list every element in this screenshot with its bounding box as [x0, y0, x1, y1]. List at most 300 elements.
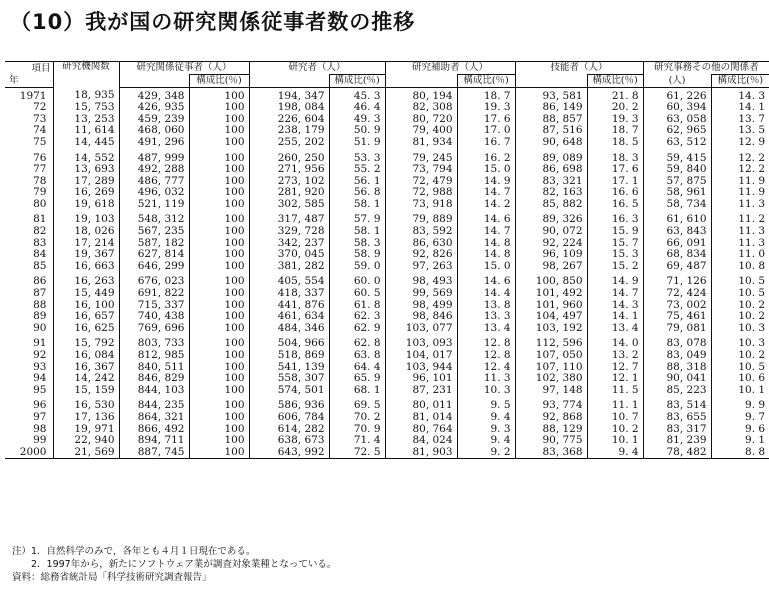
cell-year: 73 [5, 113, 53, 125]
cell-office-ratio: 10. 2 [711, 349, 769, 361]
cell-year: 76 [5, 148, 53, 164]
cell-year: 83 [5, 237, 53, 249]
cell-researchers: 558, 307 [249, 373, 329, 385]
cell-workers: 864, 321 [137, 410, 185, 423]
cell-technicians: 89, 326 [515, 210, 587, 226]
cell-researchers-ratio: 65. 9 [329, 373, 385, 385]
cell-assistants-ratio: 14. 8 [457, 249, 515, 261]
cell-institutions: 14, 242 [53, 373, 119, 385]
cell-assistants-ratio: 14. 6 [457, 272, 515, 288]
cell-year: 97 [5, 411, 53, 423]
cell-researchers: 405, 554 [249, 272, 329, 288]
cell-assistants: 92, 826 [385, 249, 457, 261]
cell-office: 63, 058 [643, 113, 711, 125]
header-assistants-blank [385, 75, 457, 88]
cell-researchers-ratio: 69. 5 [329, 396, 385, 412]
table-row [5, 349, 769, 361]
cell-office-ratio: 10. 1 [711, 384, 769, 396]
cell-workers-ratio: 100 [189, 249, 249, 261]
cell-assistants: 80, 720 [385, 113, 457, 125]
cell-office-ratio: 9. 9 [711, 396, 769, 412]
cell-researchers: 302, 585 [249, 198, 329, 210]
table-row [5, 113, 769, 125]
cell-researchers-ratio: 60. 0 [329, 272, 385, 288]
cell-researchers-ratio: 63. 8 [329, 349, 385, 361]
cell-office-ratio: 12. 2 [711, 148, 769, 164]
cell-year: 92 [5, 349, 53, 361]
cell-office-ratio: 9. 6 [711, 423, 769, 435]
cell-assistants-ratio: 14. 8 [457, 237, 515, 249]
cell-technicians: 104, 497 [515, 311, 587, 323]
table-row [5, 435, 769, 447]
cell-technicians-ratio: 13. 2 [587, 349, 643, 361]
cell-researchers: 504, 966 [249, 334, 329, 350]
cell-assistants-ratio: 16. 7 [457, 136, 515, 148]
cell-workers: 587, 182 [137, 236, 185, 249]
cell-workers-ratio: 100 [189, 361, 249, 373]
cell-technicians-ratio: 9. 4 [587, 446, 643, 458]
cell-year: 89 [5, 311, 53, 323]
cell-technicians: 112, 596 [515, 334, 587, 350]
cell-workers: 894, 711 [137, 434, 185, 447]
cell-assistants-ratio: 9. 4 [457, 435, 515, 447]
cell-technicians: 100, 850 [515, 272, 587, 288]
cell-researchers: 606, 784 [249, 411, 329, 423]
cell-researchers-ratio: 56. 8 [329, 187, 385, 199]
cell-institutions: 16, 663 [53, 260, 119, 272]
cell-assistants-ratio: 14. 6 [457, 210, 515, 226]
cell-office-ratio: 11. 3 [711, 198, 769, 210]
table-row [5, 164, 769, 176]
cell-researchers: 342, 237 [249, 237, 329, 249]
cell-assistants-ratio: 14. 4 [457, 288, 515, 300]
notes [12, 545, 336, 584]
table-row [5, 102, 769, 114]
cell-workers-ratio: 100 [189, 226, 249, 238]
year-group [5, 396, 769, 458]
cell-office: 83, 317 [643, 423, 711, 435]
cell-office: 71, 126 [643, 272, 711, 288]
cell-assistants: 73, 794 [385, 164, 457, 176]
cell-office: 88, 318 [643, 361, 711, 373]
header-technicians: 技能者（人） [515, 62, 643, 75]
table-row [5, 272, 769, 288]
cell-year: 74 [5, 125, 53, 137]
cell-technicians-ratio: 15. 7 [587, 237, 643, 249]
table-row [5, 237, 769, 249]
cell-researchers: 638, 673 [249, 435, 329, 447]
cell-researchers: 317, 487 [249, 210, 329, 226]
cell-institutions: 16, 084 [53, 349, 119, 361]
cell-assistants: 81, 903 [385, 446, 457, 458]
cell-researchers: 614, 282 [249, 423, 329, 435]
cell-year: 82 [5, 226, 53, 238]
cell-researchers-ratio: 57. 9 [329, 210, 385, 226]
cell-office: 66, 091 [643, 237, 711, 249]
cell-office: 83, 514 [643, 396, 711, 412]
page-title: （10）我が国の研究関係従事者数の推移 [10, 10, 416, 34]
cell-assistants: 83, 592 [385, 226, 457, 238]
cell-technicians-ratio: 15. 9 [587, 226, 643, 238]
cell-workers: 491, 296 [137, 135, 185, 148]
cell-assistants: 80, 194 [385, 88, 457, 102]
cell-workers-ratio: 100 [189, 349, 249, 361]
cell-office-ratio: 10. 8 [711, 260, 769, 272]
cell-technicians: 90, 775 [515, 435, 587, 447]
table-row [5, 384, 769, 396]
cell-workers-ratio: 100 [189, 373, 249, 385]
table-row [5, 210, 769, 226]
cell-assistants: 81, 014 [385, 411, 457, 423]
cell-office: 63, 843 [643, 226, 711, 238]
cell-workers: 812, 985 [137, 349, 185, 362]
cell-assistants-ratio: 15. 0 [457, 260, 515, 272]
cell-workers: 486, 777 [137, 174, 185, 187]
year-group [5, 272, 769, 334]
cell-office-ratio: 10. 3 [711, 322, 769, 334]
cell-office-ratio: 11. 3 [711, 226, 769, 238]
table-row [5, 311, 769, 323]
cell-workers-ratio: 100 [189, 411, 249, 423]
cell-institutions: 17, 136 [53, 411, 119, 423]
cell-researchers: 271, 956 [249, 164, 329, 176]
cell-workers-ratio: 100 [189, 125, 249, 137]
cell-assistants-ratio: 9. 5 [457, 396, 515, 412]
cell-researchers-ratio: 53. 3 [329, 148, 385, 164]
cell-researchers: 418, 337 [249, 288, 329, 300]
cell-assistants: 98, 493 [385, 272, 457, 288]
cell-year: 75 [5, 136, 53, 148]
cell-workers-ratio: 100 [189, 148, 249, 164]
header-workers-blank [119, 75, 189, 88]
cell-assistants-ratio: 14. 7 [457, 187, 515, 199]
cell-technicians-ratio: 15. 3 [587, 249, 643, 261]
table-row [5, 446, 769, 458]
header-assistants: 研究補助者（人） [385, 62, 515, 75]
cell-technicians: 101, 960 [515, 299, 587, 311]
cell-workers-ratio: 100 [189, 322, 249, 334]
cell-institutions: 16, 530 [53, 396, 119, 412]
cell-year: 87 [5, 288, 53, 300]
cell-institutions: 17, 289 [53, 175, 119, 187]
cell-year: 79 [5, 187, 53, 199]
cell-technicians-ratio: 10. 1 [587, 435, 643, 447]
cell-researchers-ratio: 58. 3 [329, 237, 385, 249]
cell-technicians: 107, 110 [515, 361, 587, 373]
cell-researchers: 198, 084 [249, 102, 329, 114]
cell-assistants: 103, 077 [385, 322, 457, 334]
cell-office-ratio: 12. 9 [711, 136, 769, 148]
cell-technicians: 93, 581 [515, 88, 587, 102]
cell-office: 69, 487 [643, 260, 711, 272]
cell-researchers: 541, 139 [249, 361, 329, 373]
cell-researchers-ratio: 72. 5 [329, 446, 385, 458]
cell-researchers-ratio: 46. 4 [329, 102, 385, 114]
cell-assistants-ratio: 18. 7 [457, 88, 515, 102]
cell-office-ratio: 11. 0 [711, 249, 769, 261]
note-line: 資料：総務省統計局「科学技術研究調査報告」 [12, 572, 212, 583]
header-office: 研究事務その他の関係者 [643, 62, 769, 75]
cell-workers: 866, 492 [137, 422, 185, 435]
cell-year: 90 [5, 322, 53, 334]
cell-assistants-ratio: 16. 2 [457, 148, 515, 164]
cell-office: 68, 834 [643, 249, 711, 261]
cell-researchers: 441, 876 [249, 299, 329, 311]
cell-researchers: 518, 869 [249, 349, 329, 361]
cell-researchers-ratio: 56. 1 [329, 175, 385, 187]
cell-workers: 426, 935 [137, 101, 185, 114]
cell-year: 86 [5, 272, 53, 288]
cell-workers-ratio: 100 [189, 260, 249, 272]
cell-researchers-ratio: 62. 9 [329, 322, 385, 334]
cell-technicians-ratio: 19. 3 [587, 113, 643, 125]
cell-assistants-ratio: 14. 9 [457, 175, 515, 187]
cell-office-ratio: 14. 3 [711, 88, 769, 102]
cell-workers: 846, 829 [137, 372, 185, 385]
cell-workers-ratio: 100 [189, 210, 249, 226]
cell-assistants: 79, 245 [385, 148, 457, 164]
cell-institutions: 19, 618 [53, 198, 119, 210]
note-line: 2．1997年から，新たにソフトウェア業が調査対象業種となっている。 [12, 559, 337, 570]
cell-assistants-ratio: 13. 4 [457, 322, 515, 334]
cell-assistants: 72, 988 [385, 187, 457, 199]
cell-office-ratio: 13. 7 [711, 113, 769, 125]
table-row [5, 299, 769, 311]
cell-researchers-ratio: 58. 9 [329, 249, 385, 261]
cell-technicians: 96, 109 [515, 249, 587, 261]
cell-office: 79, 081 [643, 322, 711, 334]
cell-institutions: 15, 159 [53, 384, 119, 396]
cell-workers: 803, 733 [137, 337, 185, 350]
cell-assistants: 87, 231 [385, 384, 457, 396]
year-group [5, 210, 769, 272]
cell-office-ratio: 8. 8 [711, 446, 769, 458]
cell-year: 78 [5, 175, 53, 187]
cell-researchers-ratio: 64. 4 [329, 361, 385, 373]
cell-workers: 715, 337 [137, 298, 185, 311]
cell-workers-ratio: 100 [189, 435, 249, 447]
header-researchers-blank [249, 75, 329, 88]
cell-researchers: 574, 501 [249, 384, 329, 396]
cell-office-ratio: 13. 5 [711, 125, 769, 137]
cell-technicians: 92, 224 [515, 237, 587, 249]
cell-workers-ratio: 100 [189, 164, 249, 176]
cell-researchers: 461, 634 [249, 311, 329, 323]
cell-institutions: 11, 614 [53, 125, 119, 137]
cell-workers-ratio: 100 [189, 299, 249, 311]
cell-year: 85 [5, 260, 53, 272]
cell-year: 2000 [5, 446, 53, 458]
cell-researchers-ratio: 59. 0 [329, 260, 385, 272]
cell-office-ratio: 12. 2 [711, 164, 769, 176]
table-row [5, 125, 769, 137]
cell-office-ratio: 9. 7 [711, 411, 769, 423]
cell-technicians: 88, 129 [515, 423, 587, 435]
table-row [5, 322, 769, 334]
cell-assistants: 80, 011 [385, 396, 457, 412]
cell-workers: 627, 814 [137, 248, 185, 261]
cell-technicians-ratio: 14. 7 [587, 288, 643, 300]
cell-researchers: 226, 604 [249, 113, 329, 125]
cell-assistants-ratio: 17. 6 [457, 113, 515, 125]
cell-researchers-ratio: 68. 1 [329, 384, 385, 396]
cell-assistants: 86, 630 [385, 237, 457, 249]
cell-workers: 887, 745 [119, 446, 189, 458]
cell-office: 85, 223 [643, 384, 711, 396]
cell-technicians-ratio: 17. 1 [587, 175, 643, 187]
cell-technicians: 90, 072 [515, 226, 587, 238]
cell-technicians-ratio: 18. 3 [587, 148, 643, 164]
cell-workers-ratio: 100 [189, 237, 249, 249]
cell-institutions: 17, 214 [53, 237, 119, 249]
cell-researchers-ratio: 50. 9 [329, 125, 385, 137]
cell-assistants: 103, 093 [385, 334, 457, 350]
cell-workers-ratio: 100 [189, 288, 249, 300]
cell-researchers: 238, 179 [249, 125, 329, 137]
cell-researchers: 643, 992 [249, 446, 329, 458]
cell-assistants-ratio: 12. 4 [457, 361, 515, 373]
cell-workers: 740, 438 [137, 310, 185, 323]
cell-office: 72, 424 [643, 288, 711, 300]
header-item: 項目 [5, 62, 53, 75]
cell-institutions: 15, 449 [53, 288, 119, 300]
cell-institutions: 19, 103 [53, 210, 119, 226]
cell-office: 75, 461 [643, 311, 711, 323]
cell-technicians-ratio: 15. 2 [587, 260, 643, 272]
cell-assistants-ratio: 19. 3 [457, 102, 515, 114]
cell-technicians-ratio: 12. 7 [587, 361, 643, 373]
cell-assistants-ratio: 9. 3 [457, 423, 515, 435]
table-row [5, 226, 769, 238]
table-row [5, 249, 769, 261]
cell-year: 96 [5, 396, 53, 412]
cell-office-ratio: 10. 5 [711, 288, 769, 300]
cell-assistants-ratio: 14. 7 [457, 226, 515, 238]
cell-researchers-ratio: 61. 8 [329, 299, 385, 311]
cell-office-ratio: 9. 1 [711, 435, 769, 447]
cell-researchers: 194, 347 [249, 88, 329, 102]
cell-workers: 646, 299 [137, 259, 185, 272]
cell-institutions: 16, 657 [53, 311, 119, 323]
year-group [5, 334, 769, 396]
cell-institutions: 16, 625 [53, 322, 119, 334]
cell-technicians: 98, 267 [515, 260, 587, 272]
cell-researchers-ratio: 45. 3 [329, 88, 385, 102]
cell-researchers: 260, 250 [249, 148, 329, 164]
cell-office: 61, 610 [643, 210, 711, 226]
cell-workers: 769, 696 [137, 321, 185, 334]
cell-institutions: 22, 940 [53, 435, 119, 447]
cell-researchers: 586, 936 [249, 396, 329, 412]
header-researchers-ratio: 構成比(％) [329, 75, 385, 88]
cell-technicians: 107, 050 [515, 349, 587, 361]
cell-technicians-ratio: 12. 1 [587, 373, 643, 385]
cell-assistants: 80, 764 [385, 423, 457, 435]
cell-technicians: 87, 516 [515, 125, 587, 137]
cell-technicians: 82, 163 [515, 187, 587, 199]
cell-workers: 468, 060 [137, 124, 185, 137]
cell-office: 83, 049 [643, 349, 711, 361]
cell-workers: 459, 239 [137, 112, 185, 125]
cell-assistants-ratio: 12. 8 [457, 349, 515, 361]
cell-assistants: 99, 569 [385, 288, 457, 300]
cell-technicians-ratio: 16. 3 [587, 210, 643, 226]
cell-office: 63, 512 [643, 136, 711, 148]
cell-institutions: 18, 935 [53, 88, 119, 102]
cell-workers: 548, 312 [137, 213, 185, 226]
cell-office: 90, 041 [643, 373, 711, 385]
header-workers-ratio: 構成比(％) [189, 75, 249, 88]
cell-assistants-ratio: 14. 2 [457, 198, 515, 210]
cell-year: 72 [5, 102, 53, 114]
cell-office-ratio: 11. 9 [711, 187, 769, 199]
cell-office: 78, 482 [643, 446, 711, 458]
cell-year: 81 [5, 210, 53, 226]
cell-researchers-ratio: 58. 1 [329, 226, 385, 238]
cell-workers-ratio: 100 [189, 311, 249, 323]
cell-workers-ratio: 100 [189, 423, 249, 435]
table-row [5, 288, 769, 300]
cell-assistants: 98, 846 [385, 311, 457, 323]
cell-technicians-ratio: 18. 5 [587, 136, 643, 148]
cell-office: 58, 961 [643, 187, 711, 199]
cell-workers: 521, 119 [137, 197, 185, 210]
cell-technicians: 83, 368 [515, 446, 587, 458]
cell-workers-ratio: 100 [189, 384, 249, 396]
table-row [5, 260, 769, 272]
cell-workers-ratio: 100 [189, 198, 249, 210]
cell-office: 62, 965 [643, 125, 711, 137]
cell-assistants-ratio: 13. 8 [457, 299, 515, 311]
cell-researchers-ratio: 62. 8 [329, 334, 385, 350]
cell-workers-ratio: 100 [189, 136, 249, 148]
cell-institutions: 15, 753 [53, 102, 119, 114]
cell-technicians-ratio: 13. 4 [587, 322, 643, 334]
table-row [5, 187, 769, 199]
cell-workers: 496, 032 [137, 186, 185, 199]
header-technicians-blank [515, 75, 587, 88]
cell-institutions: 13, 253 [53, 113, 119, 125]
cell-office: 60, 394 [643, 102, 711, 114]
cell-office-ratio: 10. 3 [711, 334, 769, 350]
cell-technicians-ratio: 16. 5 [587, 198, 643, 210]
cell-workers-ratio: 100 [189, 187, 249, 199]
cell-assistants-ratio: 9. 4 [457, 411, 515, 423]
cell-workers: 567, 235 [137, 225, 185, 238]
cell-assistants-ratio: 17. 0 [457, 125, 515, 137]
cell-institutions: 14, 552 [53, 148, 119, 164]
cell-office: 83, 078 [643, 334, 711, 350]
cell-assistants: 81, 934 [385, 136, 457, 148]
header-technicians-ratio: 構成比(％) [587, 75, 643, 88]
header-office-unit: (人) [643, 75, 711, 88]
year-group [5, 148, 769, 210]
cell-workers-ratio: 100 [189, 396, 249, 412]
cell-researchers-ratio: 51. 9 [329, 136, 385, 148]
table-row [5, 334, 769, 350]
cell-technicians: 103, 192 [515, 322, 587, 334]
cell-assistants: 72, 479 [385, 175, 457, 187]
cell-office-ratio: 11. 9 [711, 175, 769, 187]
header-assistants-ratio: 構成比(％) [457, 75, 515, 88]
year-group [5, 88, 769, 148]
cell-assistants-ratio: 10. 3 [457, 384, 515, 396]
cell-technicians-ratio: 14. 1 [587, 311, 643, 323]
header-office-ratio: 構成比(％) [711, 75, 769, 88]
cell-office-ratio: 11. 3 [711, 237, 769, 249]
cell-office: 57, 875 [643, 175, 711, 187]
cell-researchers: 273, 102 [249, 175, 329, 187]
